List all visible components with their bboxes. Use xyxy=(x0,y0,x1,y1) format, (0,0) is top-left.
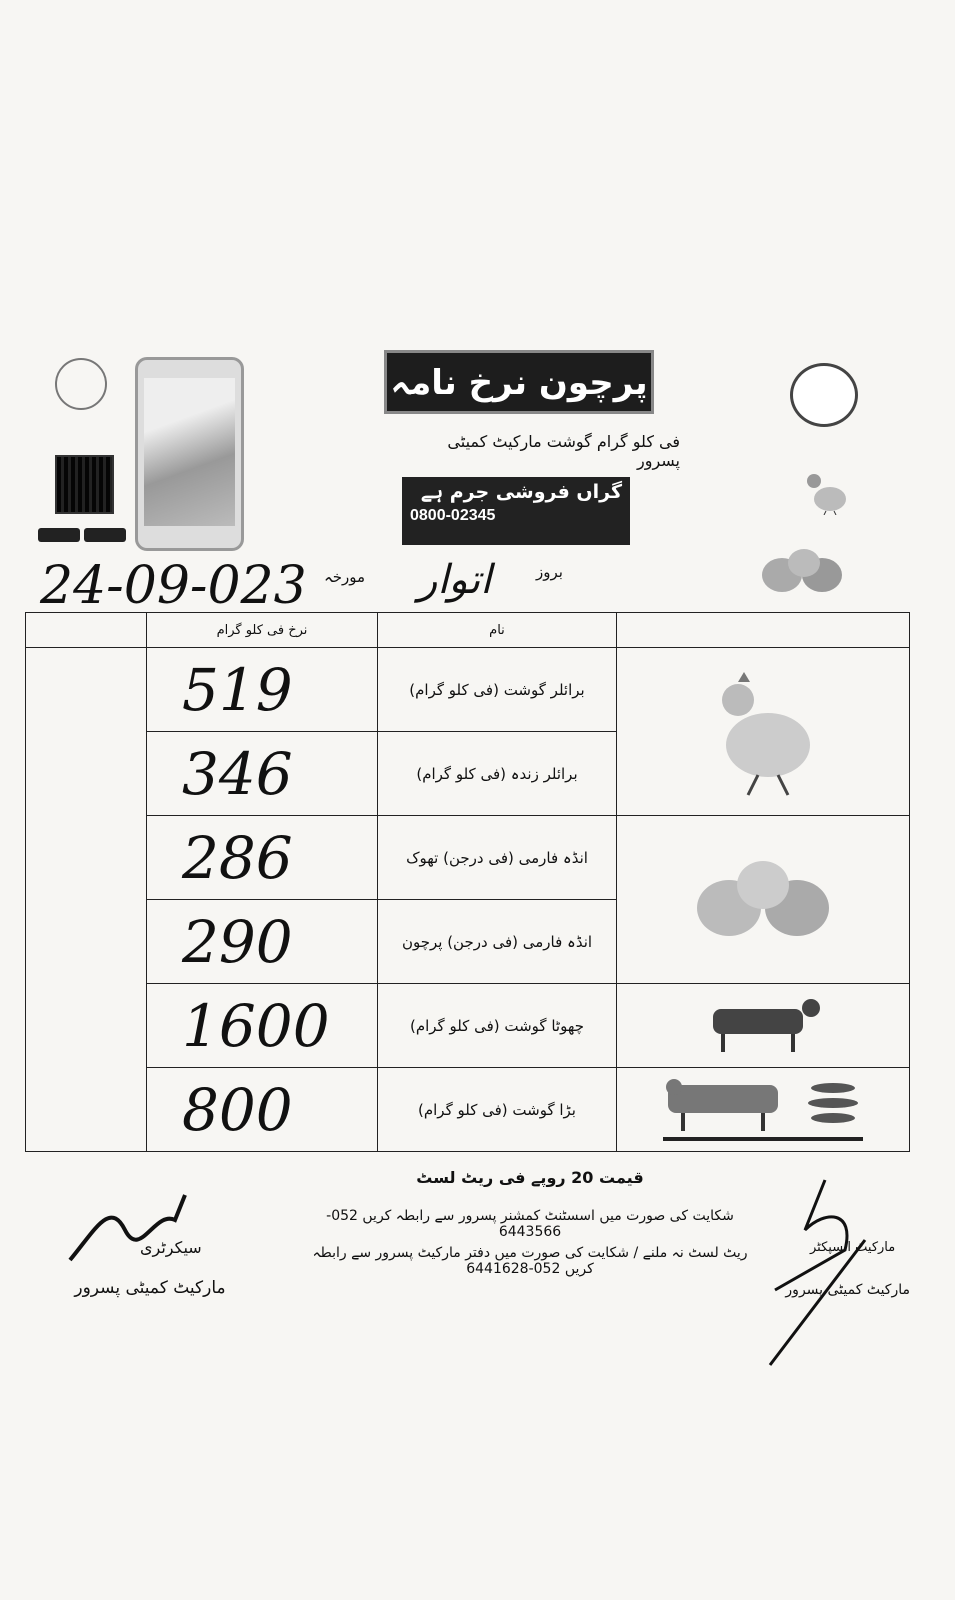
punjab-emblem-left xyxy=(55,358,107,410)
header-blank xyxy=(26,613,147,648)
price-broiler-live: 346 xyxy=(147,732,378,816)
rate-table xyxy=(25,612,910,1152)
day-label: بروز xyxy=(536,563,563,581)
price-mutton: 1600 xyxy=(147,984,378,1068)
cow-image-cell xyxy=(617,1068,910,1152)
price-note: قیمت 20 روپے فی ریٹ لسٹ xyxy=(416,1168,644,1187)
phone-app-graphic xyxy=(135,357,244,551)
date-label: مورخہ xyxy=(324,568,366,586)
price-eggs-wholesale: 286 xyxy=(147,816,378,900)
name-eggs-retail: انڈہ فارمی (فی درجن) پرچون xyxy=(378,900,617,984)
app-store-badge xyxy=(38,528,80,542)
right-signatory-org: مارکیٹ کمیٹی پسرور xyxy=(785,1282,910,1298)
page-subtitle: فی کلو گرام گوشت مارکیٹ کمیٹی پسرور xyxy=(447,432,680,470)
eggs-icon xyxy=(760,545,848,595)
page-title: پرچون نرخ نامہ xyxy=(384,350,654,414)
table-header-row xyxy=(26,613,910,648)
eggs-large-icon xyxy=(693,853,833,943)
warning-banner xyxy=(402,477,630,545)
eggs-image-cell xyxy=(617,816,910,984)
date-value: 24-09-023 xyxy=(40,556,307,616)
play-store-badge xyxy=(84,528,126,542)
left-signatory-role: سیکرٹری xyxy=(140,1238,202,1257)
qr-code xyxy=(55,455,114,514)
header-price: نرخ فی کلو گرام xyxy=(147,613,378,648)
signature-left xyxy=(65,1190,195,1270)
table-row xyxy=(26,1068,910,1152)
helpline-number: 0800-02345 xyxy=(410,507,496,524)
goat-image-cell xyxy=(617,984,910,1068)
price-broiler-meat: 519 xyxy=(147,648,378,732)
chicken-icon xyxy=(698,660,828,800)
cow-icon xyxy=(658,1073,868,1143)
price-beef: 800 xyxy=(147,1068,378,1152)
goat-icon xyxy=(693,994,833,1054)
name-broiler-live: برائلر زندہ (فی کلو گرام) xyxy=(378,732,617,816)
banner-text: گراں فروشی جرم ہے xyxy=(420,481,622,503)
chicken-image-cell xyxy=(617,648,910,816)
name-mutton: چھوٹا گوشت (فی کلو گرام) xyxy=(378,984,617,1068)
table-row xyxy=(26,648,910,732)
table-row xyxy=(26,816,910,900)
chick-icon xyxy=(800,467,850,515)
right-signatory-role: مارکیٹ انسپکٹر xyxy=(810,1240,896,1255)
name-eggs-wholesale: انڈہ فارمی (فی درجن) تھوک xyxy=(378,816,617,900)
name-broiler-meat: برائلر گوشت (فی کلو گرام) xyxy=(378,648,617,732)
blank-column xyxy=(26,648,147,1152)
left-signatory-org: مارکیٹ کمیٹی پسرور xyxy=(74,1278,226,1298)
header-name: نام xyxy=(378,613,617,648)
signature-right xyxy=(765,1170,895,1370)
complaint-line-1: شکایت کی صورت میں اسسٹنٹ کمشنر پسرور سے رابطہ کریں 052-6443566 xyxy=(326,1208,734,1240)
header-image xyxy=(617,613,910,648)
punjab-emblem-right xyxy=(790,363,858,427)
table-row xyxy=(26,984,910,1068)
complaint-line-2: ریٹ لسٹ نہ ملنے / شکایت کی صورت میں دفتر مارکیٹ پسرور سے رابطہ کریں 052-6441628 xyxy=(312,1245,748,1277)
name-beef: بڑا گوشت (فی کلو گرام) xyxy=(378,1068,617,1152)
day-value: اتوار xyxy=(418,557,492,603)
price-eggs-retail: 290 xyxy=(147,900,378,984)
